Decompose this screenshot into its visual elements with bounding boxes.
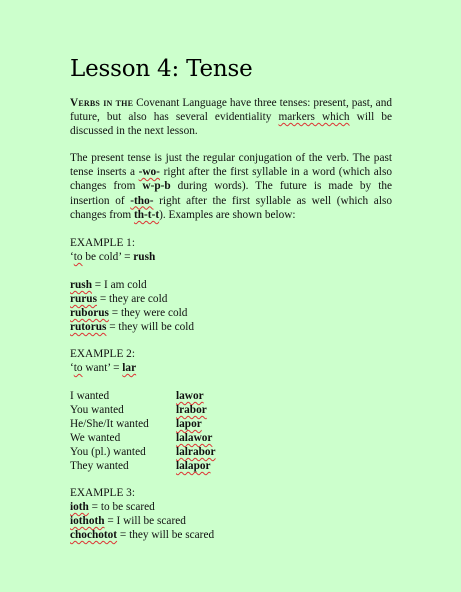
conlang-word: rutorus xyxy=(70,321,107,333)
example-2-gloss xyxy=(70,361,136,375)
lesson-title: Lesson 4: Tense xyxy=(70,56,253,82)
example-1-row xyxy=(70,278,147,292)
intro-marked-text: markers which xyxy=(278,111,350,124)
gloss-quote: ‘ xyxy=(70,362,74,374)
conlang-word: rurus xyxy=(70,293,97,305)
example-1-row xyxy=(70,320,194,334)
conjugation-form: lawor xyxy=(176,390,204,402)
infix-tho: -tho- xyxy=(130,194,154,207)
sound-change-wpb: w-p-b xyxy=(142,180,171,193)
conlang-word: chochotot xyxy=(70,529,118,541)
conlang-word: rush xyxy=(70,279,92,291)
word-meaning: = they will be cold xyxy=(106,321,195,333)
conlang-word: ruborus xyxy=(70,307,109,319)
intro-text-b: will be discussed in the next lesson. xyxy=(70,111,392,138)
gloss-to: to xyxy=(73,362,83,374)
tense-text-b: right after the first syllable in a word (which also changes from xyxy=(70,166,392,193)
conjugation-form: lapor xyxy=(176,418,202,430)
example-3-row xyxy=(70,500,155,514)
conjugation-subject: You (pl.) wanted xyxy=(70,446,146,458)
example-3-heading: EXAMPLE 3: xyxy=(70,487,135,499)
conjugation-subject: They wanted xyxy=(70,460,129,472)
tense-text-a: The present tense is just the regular conjugation of the verb. The past tense inserts a xyxy=(70,152,392,179)
word-meaning: = I am cold xyxy=(91,279,147,291)
conjugation-form: lalapor xyxy=(176,460,211,472)
gloss-word: rush xyxy=(133,251,156,263)
conjugation-subject: He/She/It wanted xyxy=(70,418,149,430)
example-1-row xyxy=(70,292,167,306)
conjugation-form: lalrabor xyxy=(176,446,216,458)
conlang-word: iothoth xyxy=(70,515,105,527)
intro-paragraph xyxy=(70,96,392,139)
tense-text-e: ). Examples are shown below: xyxy=(159,208,296,221)
example-1-heading: EXAMPLE 1: xyxy=(70,237,135,249)
gloss-quote: ‘ xyxy=(70,251,74,263)
tense-text-d: right after the first syllable as well (which also changes from xyxy=(70,194,392,221)
word-meaning: = they will be scared xyxy=(117,529,215,541)
gloss-text: want’ = xyxy=(82,362,123,374)
conjugation-subject: You wanted xyxy=(70,404,124,416)
example-2-heading: EXAMPLE 2: xyxy=(70,348,135,360)
word-meaning: = I will be scared xyxy=(104,515,186,527)
example-1-gloss xyxy=(70,250,155,264)
word-meaning: = to be scared xyxy=(88,501,155,513)
conjugation-subject: We wanted xyxy=(70,432,121,444)
word-meaning: = they were cold xyxy=(108,307,188,319)
tense-paragraph xyxy=(70,151,392,222)
gloss-to: to xyxy=(73,251,83,263)
conlang-word: ioth xyxy=(70,501,89,513)
conjugation-subject: I wanted xyxy=(70,390,110,402)
example-1-row xyxy=(70,306,187,320)
gloss-word: lar xyxy=(122,362,137,374)
conjugation-form: lrabor xyxy=(176,404,207,416)
tense-text-c: during words). The future is made by the insertion of xyxy=(70,180,392,207)
intro-text-a: Covenant Language have three tenses: present, past, and future, but also has several evidentiality xyxy=(70,97,392,124)
conjugation-form: lalawor xyxy=(176,432,213,444)
example-3-row xyxy=(70,514,186,528)
word-meaning: = they are cold xyxy=(97,293,168,305)
lead-in-text: Verbs in the xyxy=(70,97,134,109)
gloss-text: be cold’ = xyxy=(82,251,134,263)
example-3-row xyxy=(70,528,214,542)
infix-wo: -wo- xyxy=(138,166,160,179)
sound-change-thtt: th-t-t xyxy=(134,208,160,221)
